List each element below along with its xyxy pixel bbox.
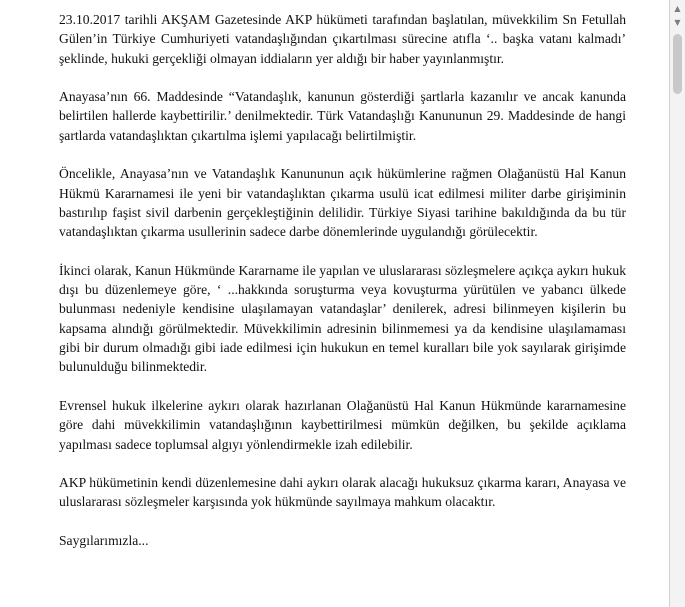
chevron-up-icon[interactable]: ▲	[674, 4, 681, 13]
signoff: Saygılarımızla...	[59, 533, 149, 549]
document-body	[59, 10, 626, 550]
paragraph-5: Evrensel hukuk ilkelerine aykırı olarak hazırlanan Olağanüstü Hal Kanun Hükmünde kararnamesine göre dahi müvekkilimin vatandaşlığının kaybettirilmesi mümkün değilken, bu şekilde açıklama yapılması sadece toplumsal algıyı yönlendirmekle izah edilebilir.	[59, 397, 626, 452]
vertical-scrollbar[interactable]	[669, 0, 685, 607]
paragraph-4: İkinci olarak, Kanun Hükmünde Kararname ile yapılan ve uluslararası sözleşmelere açıkça aykırı hukuk dışı bu düzenlemeye göre, ‘ ...hakkında soruşturma veya kovuşturma yürütülen ve yabancı ülkede bulunması nedeniyle kendisine ulaşılamayan vatandaşlar’ denilerek, adresi bilinmeyen kişilerin bu kapsama alındığı görülmektedir. Müvekkilimin adresinin bilinmemesi ya da kendisine ulaşılamaması gibi bir durum olmadığı gibi iade edilmesi için hukukun en temel kuralları bile yok sayılarak girişimde bulunulduğu bilinmektedir.	[59, 262, 626, 375]
chevron-down-icon[interactable]: ▼	[674, 18, 681, 27]
scrollbar-thumb[interactable]	[673, 34, 682, 94]
paragraph-1: 23.10.2017 tarihli AKŞAM Gazetesinde AKP hükümeti tarafından başlatılan, müvekkilim Sn Fetullah Gülen’in Türkiye Cumhuriyeti vatandaşlığından çıkartılması sürecine atıfla ‘.. başka vatanı kalmadı’ şeklinde, hukuki gerçekliği olmayan iddiaların yer aldığı bir haber yayınlanmıştır.	[59, 12, 626, 66]
paragraph-2: Anayasa’nın 66. Maddesinde “Vatandaşlık, kanunun gösterdiği şartlarla kazanılır ve ancak kanunda belirtilen hallerde kaybettirilir.’ denilmektedir. Türk Vatandaşlığı Kanununun 29. Maddesinde de hangi şartlarda vatandaşlıktan çıkartılma işlemi yapılacağı belirtilmiştir.	[59, 89, 626, 143]
paragraph-3: Öncelikle, Anayasa’nın ve Vatandaşlık Kanununun açık hükümlerine rağmen Olağanüstü Hal Kanun Hükmü Kararnamesi ile yeni bir vatandaşlıktan çıkarma usulü icat edilmesi militer darbe girişiminin bastırılıp faşist sivil darbenin gerçekleştiğinin delilidir. Türkiye Siyasi tarihine bakıldığında da bu tür vatandaşlıktan çıkarma usullerinin sadece darbe dönemlerinde uygulandığı görülecektir.	[59, 166, 626, 240]
paragraph-6: AKP hükümetinin kendi düzenlemesine dahi aykırı olarak alacağı hukuksuz çıkarma kararı, Anayasa ve uluslararası sözleşmeler karşısında yok hükmünde sayılmaya mahkum olacaktır.	[59, 475, 626, 510]
